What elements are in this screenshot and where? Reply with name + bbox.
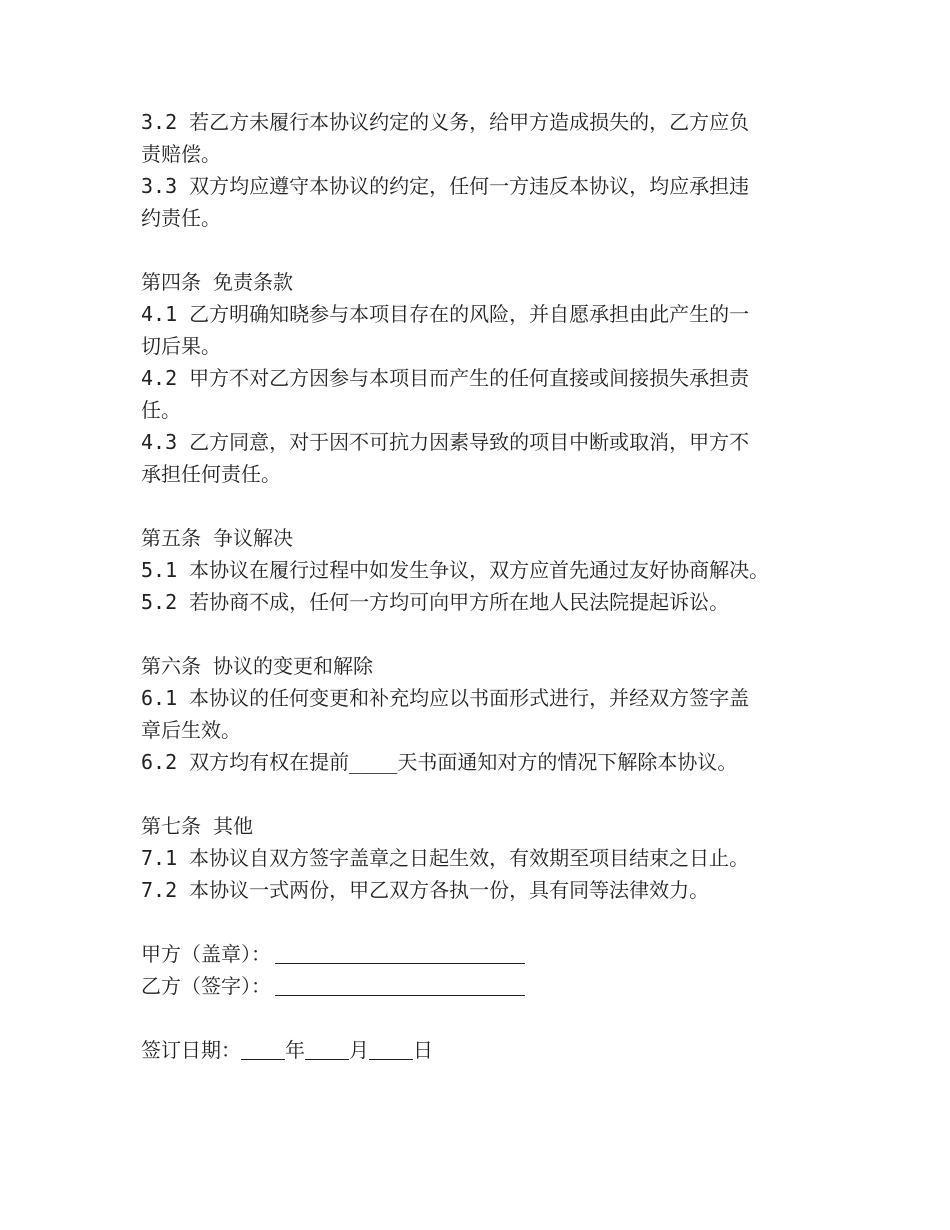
section-5-heading: 第五条 争议解决: [141, 526, 294, 550]
clause-6-1-line1: 6.1 本协议的任何变更和补充均应以书面形式进行，并经双方签字盖: [141, 686, 750, 710]
clause-3-2-line2: 责赔偿。: [141, 142, 221, 166]
section-6-heading: 第六条 协议的变更和解除: [141, 654, 374, 678]
party-a-signature-line[interactable]: [275, 943, 525, 964]
document-body: [141, 106, 821, 1066]
spacer: [141, 490, 821, 522]
party-b-label: 乙方（签字）：: [141, 974, 271, 998]
clause-7-2: 7.2 本协议一式两份，甲乙双方各执一份，具有同等法律效力。: [141, 878, 710, 902]
year-blank[interactable]: [241, 1039, 285, 1060]
signing-date-row: [141, 1034, 821, 1066]
clause-7-1: 7.1 本协议自双方签字盖章之日起生效，有效期至项目结束之日止。: [141, 846, 750, 870]
clause-4-1-line2: 切后果。: [141, 334, 221, 358]
clause-6-2: 6.2 双方均有权在提前____天书面通知对方的情况下解除本协议。: [141, 750, 738, 774]
spacer: [141, 906, 821, 938]
section-4-heading: 第四条 免责条款: [141, 270, 294, 294]
clause-5-1: 5.1 本协议在履行过程中如发生争议，双方应首先通过友好协商解决。: [141, 558, 770, 582]
clause-4-2-line2: 任。: [141, 398, 181, 422]
party-a-signature-row: [141, 938, 821, 970]
clause-4-3-line2: 承担任何责任。: [141, 462, 281, 486]
section-7-heading: 第七条 其他: [141, 814, 254, 838]
signing-date-label: 签订日期：: [141, 1038, 241, 1062]
spacer: [141, 1002, 821, 1034]
clause-3-2-line1: 3.2 若乙方未履行本协议约定的义务，给甲方造成损失的，乙方应负: [141, 110, 750, 134]
month-label: 月: [349, 1038, 369, 1062]
spacer: [141, 234, 821, 266]
clause-4-2-line1: 4.2 甲方不对乙方因参与本项目而产生的任何直接或间接损失承担责: [141, 366, 750, 390]
party-b-signature-line[interactable]: [275, 975, 525, 996]
clause-6-1-line2: 章后生效。: [141, 718, 241, 742]
clause-4-3-line1: 4.3 乙方同意，对于因不可抗力因素导致的项目中断或取消，甲方不: [141, 430, 750, 454]
clause-3-3-line2: 约责任。: [141, 206, 221, 230]
spacer: [141, 618, 821, 650]
party-b-signature-row: [141, 970, 821, 1002]
clause-4-1-line1: 4.1 乙方明确知晓参与本项目存在的风险，并自愿承担由此产生的一: [141, 302, 750, 326]
day-blank[interactable]: [369, 1039, 413, 1060]
clause-5-2: 5.2 若协商不成，任何一方均可向甲方所在地人民法院提起诉讼。: [141, 590, 730, 614]
day-label: 日: [413, 1038, 433, 1062]
party-a-label: 甲方（盖章）：: [141, 942, 271, 966]
spacer: [141, 778, 821, 810]
clause-3-3-line1: 3.3 双方均应遵守本协议的约定，任何一方违反本协议，均应承担违: [141, 174, 750, 198]
year-label: 年: [285, 1038, 305, 1062]
month-blank[interactable]: [305, 1039, 349, 1060]
